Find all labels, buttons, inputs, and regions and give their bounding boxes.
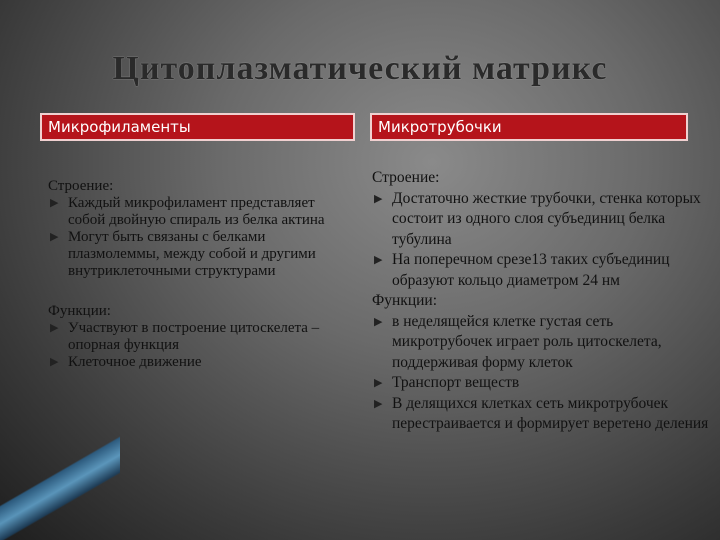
list-item: ▶ Достаточно жесткие трубочки, стенка которых состоит из одного слоя субъединиц белка тубулина <box>374 189 701 248</box>
structure-label: Строение: <box>372 169 440 186</box>
functions-label: Функции: <box>372 292 438 309</box>
list-item: ▶ в неделящейся клетке густая сеть микротрубочек играет роль цитоскелета, поддерживая форму клеток <box>374 312 662 371</box>
header-microfilaments: Микрофиламенты <box>40 113 355 141</box>
structure-list <box>48 195 348 280</box>
list-item: ▶ Участвуют в построение цитоскелета – опорная функция <box>50 320 320 353</box>
list-item: ▶ В делящихся клетках сеть микротрубочек перестраивается и формирует веретено деления <box>374 394 709 432</box>
functions-list <box>48 320 348 371</box>
structure-list <box>372 189 717 292</box>
triangle-right-icon: ▶ <box>374 315 383 328</box>
list-item: ▶ Каждый микрофиламент представляет собой двойную спираль из белка актина <box>50 195 325 228</box>
header-microtubules: Микротрубочки <box>370 113 688 141</box>
structure-label: Строение: <box>48 178 114 194</box>
microtubules-column <box>372 168 717 435</box>
list-item: ▶ Клеточное движение <box>50 354 202 370</box>
microfilaments-column <box>48 178 348 371</box>
triangle-right-icon: ▶ <box>50 322 59 334</box>
triangle-right-icon: ▶ <box>374 397 383 410</box>
triangle-right-icon: ▶ <box>374 254 383 266</box>
list-item: ▶ Могут быть связаны с белками плазмолеммы, между собой и другими внутриклеточными структурами <box>50 229 316 279</box>
slide-title: Цитоплазматический матрикс <box>112 50 608 87</box>
functions-list <box>372 312 717 435</box>
list-item: ▶ Транспорт веществ <box>372 373 717 394</box>
functions-label: Функции: <box>48 303 111 319</box>
triangle-right-icon: ▶ <box>374 377 383 389</box>
decorative-stripe <box>0 420 120 540</box>
list-item: ▶ На поперечном срезе13 таких субъединиц образуют кольцо диаметром 24 нм <box>374 251 670 289</box>
triangle-right-icon: ▶ <box>374 192 383 205</box>
triangle-right-icon: ▶ <box>50 356 59 368</box>
triangle-right-icon: ▶ <box>50 197 59 209</box>
triangle-right-icon: ▶ <box>50 231 59 243</box>
